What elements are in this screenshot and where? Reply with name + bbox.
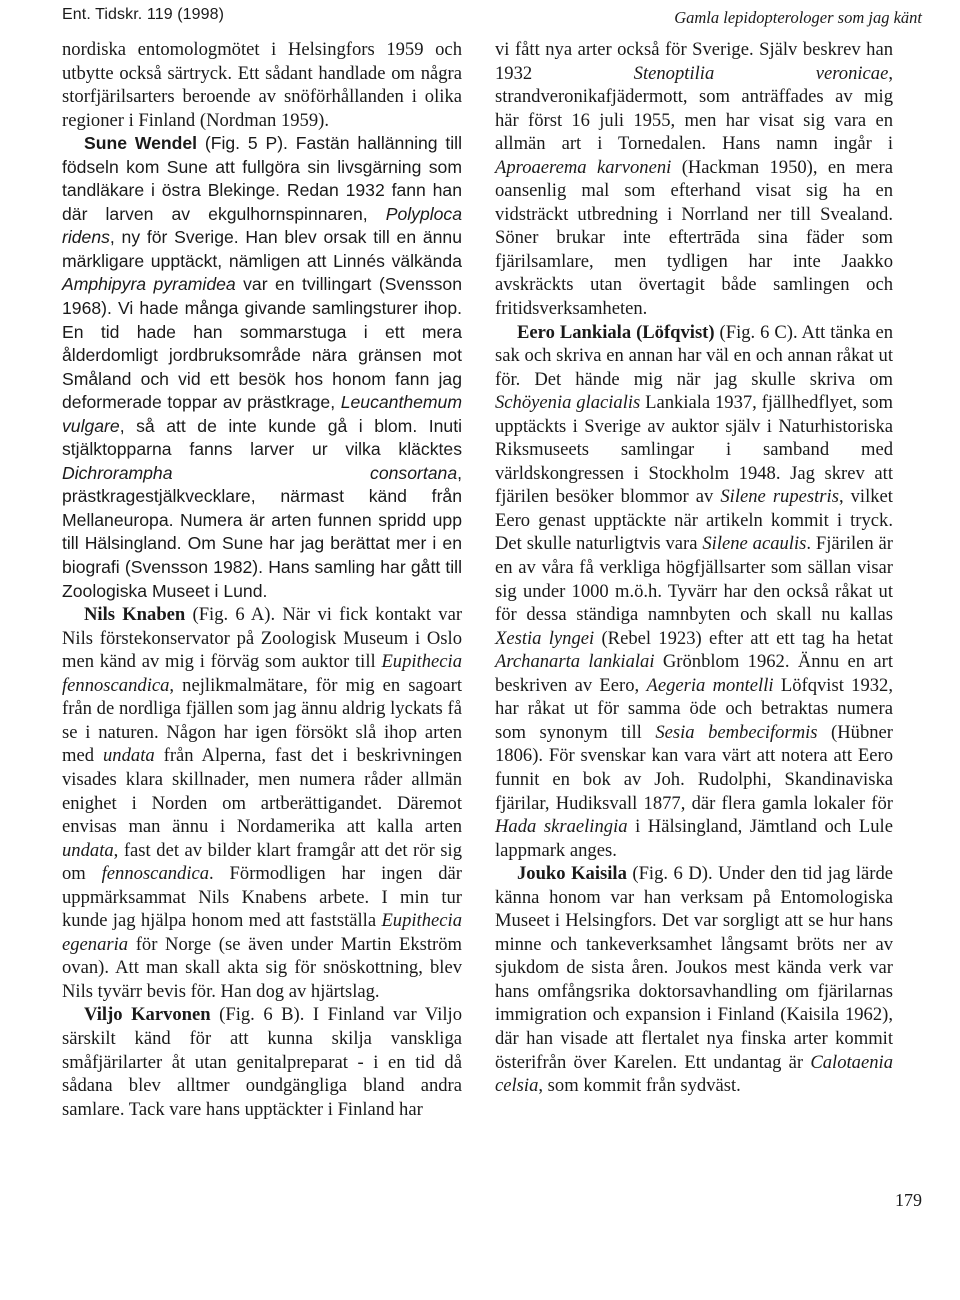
species-name: Calotaenia celsia [495,1051,893,1097]
paragraph-nils-knaben: Nils Knaben (Fig. 6 A). När vi fick kontakt var Nils förstekonservator på Zoologisk Museum i Oslo men känd av mig i förväg som auktor till Eupithecia fennoscandica, nejlikmalmätare, för mig en sagoart från de nordliga fjällen som jag ännu aldrig lyckats få se i naturen. Någon har igen försökt slå ihop arten med undata från Alperna, fast det i beskrivningen visades klara skillnader, men numera råder allmän enighet i Norden om artberättigandet. Däremot envisas man ännu i Nordamerika att kalla arten undata, fast det av bilder klart framgår att det rör sig om fennoscandica. Förmodligen har ingen där uppmärksammat Nils Knabens arbete. I min tur kunde jag hjälpa honom med att fastställa Eupithecia egenaria för Norge (se även under Martin Ekström ovan). Att man skall akta sig för snöskottning, blev Nils tyvärr bevis för. Han dog av hjärtslag. [62,604,463,1002]
species-name: Sesia bembeciformis [655,721,818,743]
species-name: undata [103,745,155,767]
running-header-title: Gamla lepidopterologer som jag känt [674,8,922,27]
person-name-sune-wendel: Sune Wendel [84,133,198,154]
species-name: Hada skraelingia [495,816,628,838]
running-header-journal: Ent. Tidskr. 119 (1998) [62,6,225,23]
right-column [495,38,893,1098]
species-name: Amphipyra pyramidea [62,274,236,295]
species-name: Aegeria montelli [646,674,774,696]
species-name: Eupithecia fennoscandica [62,651,462,696]
left-column [62,38,462,1121]
species-name: Xestia lyngei [495,627,595,649]
species-name: Silene rupestris [720,486,839,508]
species-name: Polyploca ridens [62,203,463,248]
species-name: Dichrorampha consortana [62,462,458,483]
paragraph-karvonen-continued: vi fått nya arter också för Sverige. Själv beskrev han 1932 Stenoptilia veronicae, strandveronikafjädermott, som anträffades av mig här först 16 juli 1955, men har visat sig vara en allmän art i Tornedalen. Hans namn ingår i Aproaerema karvoneni (Hackman 1950), en mera oansenlig mal som efterhand visat sig ha en vidsträckt utbredning i Norrland ner till Svealand. Söner brukar inte eftertrāda sina fäder som fjärilsamlare, men tydligen har inte Jaakko avskräckts utan övertagit både samlingen och fritidsverksamheten. [495,39,893,320]
page-number: 179 [895,1190,922,1210]
species-name: Aproaerema karvoneni [495,156,672,178]
person-name-nils-knaben: Nils Knaben [84,604,186,626]
paragraph-intro: nordiska entomologmötet i Helsingfors 1959 och utbytte också särtryck. Ett sådant handlade om några storfjärilsarters beroende av snöförhållanden i olika regioner i Finland (Nordman 1959). [62,39,462,131]
species-name: Archanarta lankialai [495,651,655,673]
person-name-viljo-karvonen: Viljo Karvonen [84,1004,211,1026]
paragraph-sune-wendel: Sune Wendel (Fig. 5 P). Fastän hallänning till födseln kom Sune att fullgöra sin livsgärning som tandläkare i östra Blekinge. Redan 1932 fann han där larven av ekgulhornspinnaren, Polyploca ridens, ny för Sverige. Han blev orsak till en ännu märkligare upptäckt, nämligen att Linnés välkända Amphipyra pyramidea var en tvillingart (Svensson 1968). Vi hade många givande samlingsturer ihop. En tid hade han sommarstuga i ett mera ålderdomligt jordbruksområde nära gränsen mot Småland och vid ett besök hos honom fann jag deformerade toppar av prästkrage, Leucanthemum vulgare, så att de inte kunde gå i blom. Inuti stjälktopparna fanns larver ur vilka kläcktes Dichrorampha consortana, prästkragestjälkvecklare, närmast känd från Mellaneuropa. Numera är arten funnen spridd upp till Hälsingland. Om Sune har jag berättat mer i en biografi (Svensson 1982). Hans samling har gått till Zoologiska Museet i Lund. [62,133,463,601]
species-name: undata [62,839,114,861]
person-name-jouko-kaisila: Jouko Kaisila [517,863,627,885]
person-name-eero-lankiala: Eero Lankiala (Löfqvist) [517,321,715,343]
species-name: Leucanthemum vulgare [62,392,462,436]
paragraph-eero-lankiala: Eero Lankiala (Löfqvist) (Fig. 6 C). Att tänka en sak och skriva en annan har väl en och annan råkat ut för. Det hände mig när jag skulle skriva om Schöyenia glacialis Lankiala 1937, fjällhedflyet, som upptäckts i Sverige av auktor själv i Naturhistoriska Riksmuseets samlingar i samband med världskongressen i Stockholm 1948. Jag skrev att fjärilen besöker blommor av Silene rupestris, vilket Eero genast upptäckte när artikeln kommit i tryck. Det skulle naturligtvis vara Silene acaulis. Fjärilen är en av våra få verkliga högfjällsarter som sällan visar sig under 1000 m.ö.h. Tyvärr har den också råkat ut för dessa ständiga namnbyten och skall nu kallas Xestia lyngei (Rebel 1923) efter att ett tag ha hetat Archanarta lankialai Grönblom 1962. Ännu en art beskriven av Eero, Aegeria montelli Löfqvist 1932, har råkat ut för samma öde och betraktas numera som synonym till Sesia bembeciformis (Hübner 1806). För svenskar kan vara värt att notera att Eero funnit en bok av Joh. Rudolphi, Skandinaviska fjärilar, Hudiksvall 1877, där flera gamla lokaler för Hada skraelingia i Hälsingland, Jämtland och Lule lappmark anges. [495,321,894,861]
species-name: Stenoptilia veronicae [633,62,889,84]
species-name: Silene acaulis [702,533,807,555]
species-name: Schöyenia glacialis [495,392,641,414]
paragraph-jouko-kaisila: Jouko Kaisila (Fig. 6 D). Under den tid jag lärde känna honom var han verksam på Entomologiska Museet i Helsingfors. Det var sorgligt att se hur hans minne och tankeverksamhet långsamt bröts ner av sjukdom de sista åren. Joukos mest kända verk var hans omfångsrika doktorsavhandling om fjärilarnas immigration och expansion i Finland (Kaisila 1962), där han visade att flertalet nya finska arter kommit österifrån över Karelen. Ett undantag är Calotaenia celsia, som kommit från sydväst. [495,863,893,1097]
species-name: fennoscandica [101,863,210,885]
paragraph-viljo-karvonen: Viljo Karvonen (Fig. 6 B). I Finland var Viljo särskilt känd för att kunna skilja vanskliga småfjärilarter åt utan genitalpreparat - i en tid då sådana blev alltmer oundgängliga bland andra samlare. Tack vare hans upptäckter i Finland har [62,1004,463,1120]
species-name: Eupithecia egenaria [62,910,462,955]
